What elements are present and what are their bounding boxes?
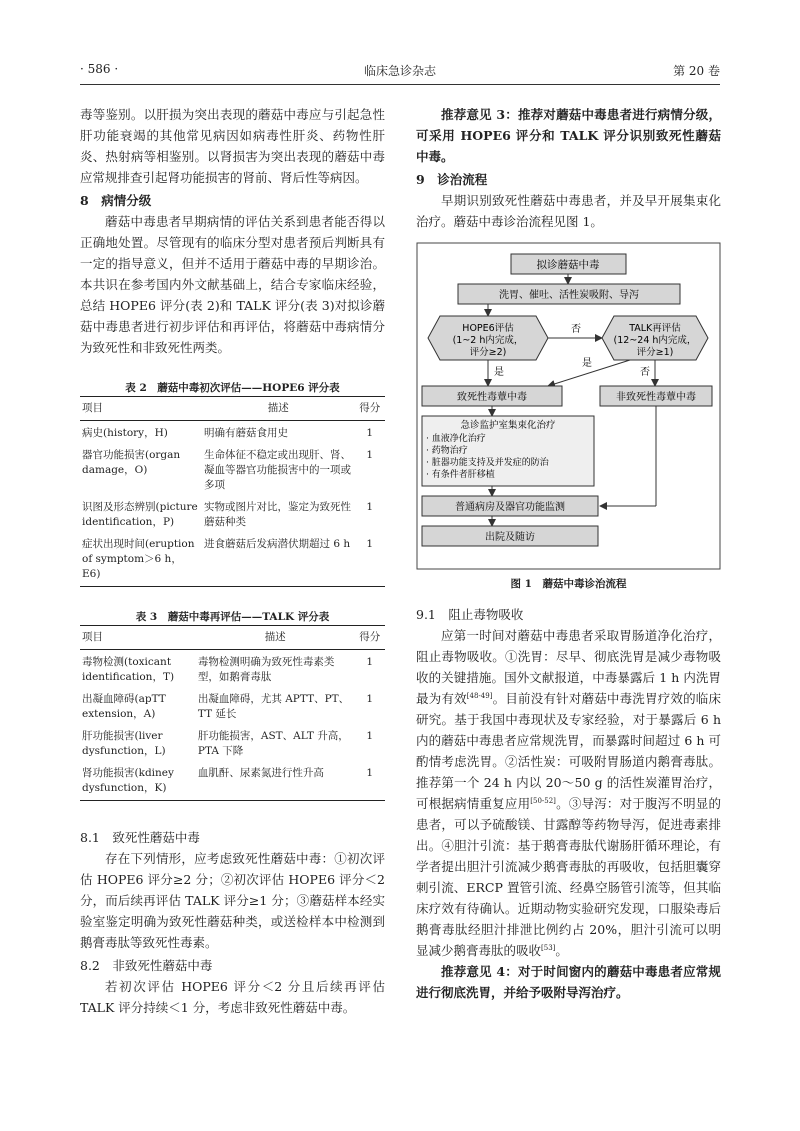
table-cell: 实物或图片对比，鉴定为致死性蘑菇种类 bbox=[204, 501, 351, 528]
talk-label-1: TALK再评估 bbox=[629, 323, 681, 334]
table-cell: 肝功能损害(liver dysfunction，L) bbox=[82, 730, 166, 757]
hope6-label-2: (1~2 h内完成， bbox=[452, 335, 524, 346]
table-cell: 1 bbox=[354, 761, 385, 801]
recommendation-3: 推荐意见 3：推荐对蘑菇中毒患者进行病情分级，可采用 HOPE6 评分和 TALK 评分识别致死性蘑菇中毒。 bbox=[416, 107, 721, 164]
table-3-header-item: 项目 bbox=[80, 626, 196, 650]
table-cell: 器官功能损害(organ damage，O) bbox=[82, 449, 181, 476]
table-row bbox=[80, 532, 385, 587]
section-9-heading: 9 诊治流程 bbox=[416, 172, 488, 187]
hope6-label-1: HOPE6评估 bbox=[462, 323, 514, 334]
section-8-1-text: 存在下列情形，应考虑致死性蘑菇中毒：①初次评估 HOPE6 评分≥2 分；②初次评估 HOPE6 评分＜2 分，而后续再评估 TALK 评分≥1 分；③蘑菇样本经实验室鉴定明确为致死性蘑菇种类，或送检样本中检测到鹅膏毒肽等致死性毒素。 bbox=[80, 851, 385, 950]
table-row bbox=[80, 724, 385, 761]
citation: [50-52] bbox=[530, 796, 556, 805]
icu-item: · 有条件者肝移植 bbox=[426, 470, 495, 480]
text-span: 。目前没有针对蘑菇中毒洗胃疗效的临床研究。基于我国中毒现状及专家经验，对于暴露后 6 h 内的蘑菇中毒患者应常规洗胃，而暴露时间超过 6 h 可酌情考虑洗胃。②活性炭：可吸附胃肠道内鹅膏毒肽。推荐第一个 24 h 内以 20～50 g 的活性炭灌胃治疗，可根据病情重复应用 bbox=[416, 691, 721, 811]
table-row bbox=[80, 495, 385, 532]
section-8-1-heading: 8.1 致死性蘑菇中毒 bbox=[80, 830, 200, 845]
table-3-header-score: 得分 bbox=[354, 626, 385, 650]
table-row bbox=[80, 650, 385, 688]
header-rule bbox=[80, 84, 720, 85]
section-8-2-heading: 8.2 非致死性蘑菇中毒 bbox=[80, 958, 213, 973]
table-row bbox=[80, 761, 385, 801]
section-8-heading: 8 病情分级 bbox=[80, 193, 152, 208]
hope6-label-3: 评分≥2) bbox=[469, 347, 507, 358]
table-cell: 明确有蘑菇食用史 bbox=[204, 427, 288, 439]
recommendation-4: 推荐意见 4：对于时间窗内的蘑菇中毒患者应常规进行彻底洗胃，并给予吸附导泻治疗。 bbox=[416, 964, 721, 1000]
table-row bbox=[80, 421, 385, 444]
section-9-1-text bbox=[416, 625, 721, 961]
table-cell: 生命体征不稳定或出现肝、肾、凝血等器官功能损害中的一项或多项 bbox=[204, 449, 351, 491]
table-cell: 识图及形态辨别(picture identification，P) bbox=[82, 501, 198, 528]
icu-title: 急诊监护室集束化治疗 bbox=[460, 420, 556, 431]
section-9-1-heading: 9.1 阻止毒物吸收 bbox=[416, 607, 524, 622]
table-2-hope6 bbox=[80, 396, 385, 587]
table-cell: 肾功能损害(kdiney dysfunction，K) bbox=[80, 761, 196, 801]
text-span: 。 bbox=[555, 943, 568, 958]
suspect-label: 拟诊蘑菇中毒 bbox=[536, 259, 600, 271]
yes-label-2: 是 bbox=[582, 358, 592, 369]
table-cell: 进食蘑菇后发病潜伏期超过 6 h bbox=[202, 532, 355, 587]
table-cell: 出凝血障碍(apTT extension，A) bbox=[82, 693, 166, 720]
figure-1-flowchart bbox=[416, 242, 721, 602]
running-header bbox=[80, 62, 720, 82]
ward-label: 普通病房及器官功能监测 bbox=[455, 502, 565, 513]
table-cell: 病史(history，H) bbox=[82, 427, 168, 439]
table-cell: 1 bbox=[366, 656, 374, 668]
table-2-caption: 表 2 蘑菇中毒初次评估——HOPE6 评分表 bbox=[125, 382, 340, 394]
yes-label-1: 是 bbox=[494, 367, 504, 378]
talk-label-3: 评分≥1) bbox=[636, 347, 674, 358]
table-cell: 1 bbox=[355, 532, 386, 587]
table-cell: 肝功能损害，AST、ALT 升高，PTA 下降 bbox=[197, 730, 349, 757]
table-row bbox=[80, 443, 385, 495]
page-number: · 586 · bbox=[80, 62, 119, 76]
left-column bbox=[80, 104, 385, 1018]
nonlethal-label: 非致死性毒蕈中毒 bbox=[616, 392, 696, 403]
figure-1-caption: 图 1 蘑菇中毒诊治流程 bbox=[510, 578, 627, 590]
table-cell: 1 bbox=[366, 730, 374, 742]
table-row bbox=[80, 687, 385, 724]
table-cell: 1 bbox=[366, 501, 374, 513]
table-cell: 症状出现时间(eruption of symptom＞6 h，E6) bbox=[80, 532, 202, 587]
table-cell: 1 bbox=[366, 427, 374, 439]
text-span: 应第一时间对蘑菇中毒患者采取胃肠道净化治疗，阻止毒物吸收。①洗胃：尽早、彻底洗胃是减少毒物吸收的关键措施。国外文献报道，中毒暴露后 1 h 内洗胃最为有效 bbox=[416, 628, 721, 706]
section-8-text: 蘑菇中毒患者早期病情的评估关系到患者能否得以正确地处置。尽管现有的临床分型对患者预后判断具有一定的指导意义，但并不适用于蘑菇中毒的早期诊治。本共识在参考国内外文献基础上，结合专家临床经验，总结 HOPE6 评分(表 2)和 TALK 评分(表 3)对拟诊蘑菇中毒患者进行初步评估和再评估，将蘑菇中毒病情分为致死性和非致死性两类。 bbox=[80, 214, 385, 355]
discharge-label: 出院及随访 bbox=[485, 532, 535, 543]
icu-item: · 药物治疗 bbox=[426, 446, 468, 456]
table-3-talk bbox=[80, 625, 385, 801]
table-3-header-desc: 描述 bbox=[196, 626, 355, 650]
table-cell: 毒物检测(toxicant identification，T) bbox=[82, 656, 175, 683]
table-cell: 毒物检测明确为致死性毒素类型，如鹅膏毒肽 bbox=[197, 656, 335, 683]
section-9-text: 早期识别致死性蘑菇中毒患者，并及早开展集束化治疗。蘑菇中毒诊治流程见图 1。 bbox=[416, 193, 721, 229]
flowchart-canvas bbox=[416, 242, 721, 572]
right-column bbox=[416, 104, 721, 1003]
table-cell: 1 bbox=[366, 449, 374, 461]
section-8-2-text: 若初次评估 HOPE6 评分＜2 分且后续再评估 TALK 评分持续＜1 分，考虑非致死性蘑菇中毒。 bbox=[80, 979, 385, 1015]
lethal-label: 致死性毒蕈中毒 bbox=[457, 392, 527, 403]
icu-item: · 血液净化治疗 bbox=[426, 434, 486, 444]
table-3-caption: 表 3 蘑菇中毒再评估——TALK 评分表 bbox=[135, 611, 330, 623]
journal-name: 临床急诊杂志 bbox=[363, 64, 436, 78]
table-cell: 出凝血障碍，尤其 APTT、PT、TT 延长 bbox=[197, 693, 350, 720]
volume-label: 第 20 卷 bbox=[673, 64, 720, 78]
talk-label-2: (12~24 h内完成， bbox=[613, 335, 697, 346]
table-2-header-desc: 描述 bbox=[202, 397, 355, 421]
table-cell: 血肌酐、尿素氮进行性升高 bbox=[196, 761, 355, 801]
no-label-2: 否 bbox=[640, 367, 650, 378]
text-span: 。③导泻：对于腹泻不明显的患者，可以予硫酸镁、甘露醇等药物导泻，促进毒素排出。④胆汁引流：基于鹅膏毒肽代谢肠肝循环理论，有学者提出胆汁引流减少鹅膏毒肽的再吸收，包括胆囊穿刺引流、ERCP 置管引流、经鼻空肠管引流等，但其临床疗效有待确认。近期动物实验研究发现，口服染毒后鹅膏毒肽经胆汁排泄比例约占 20%，胆汁引流可以明显减少鹅膏毒肽的吸收 bbox=[416, 796, 721, 958]
table-2-header-item: 项目 bbox=[80, 397, 202, 421]
table-2-header-score: 得分 bbox=[355, 397, 386, 421]
table-cell: 1 bbox=[366, 693, 374, 705]
intro-paragraph: 毒等鉴别。以肝损为突出表现的蘑菇中毒应与引起急性肝功能衰竭的其他常见病因如病毒性肝炎、药物性肝炎、热射病等相鉴别。以肾损害为突出表现的蘑菇中毒应常规排查引起肾功能损害的肾前、肾后性等病因。 bbox=[80, 107, 385, 185]
citation: [53] bbox=[541, 943, 556, 952]
purge-label: 洗胃、催吐、活性炭吸附、导泻 bbox=[499, 290, 639, 301]
citation: [48-49] bbox=[466, 691, 493, 700]
icu-item: · 脏器功能支持及并发症的防治 bbox=[426, 458, 549, 468]
no-label: 否 bbox=[571, 324, 581, 335]
